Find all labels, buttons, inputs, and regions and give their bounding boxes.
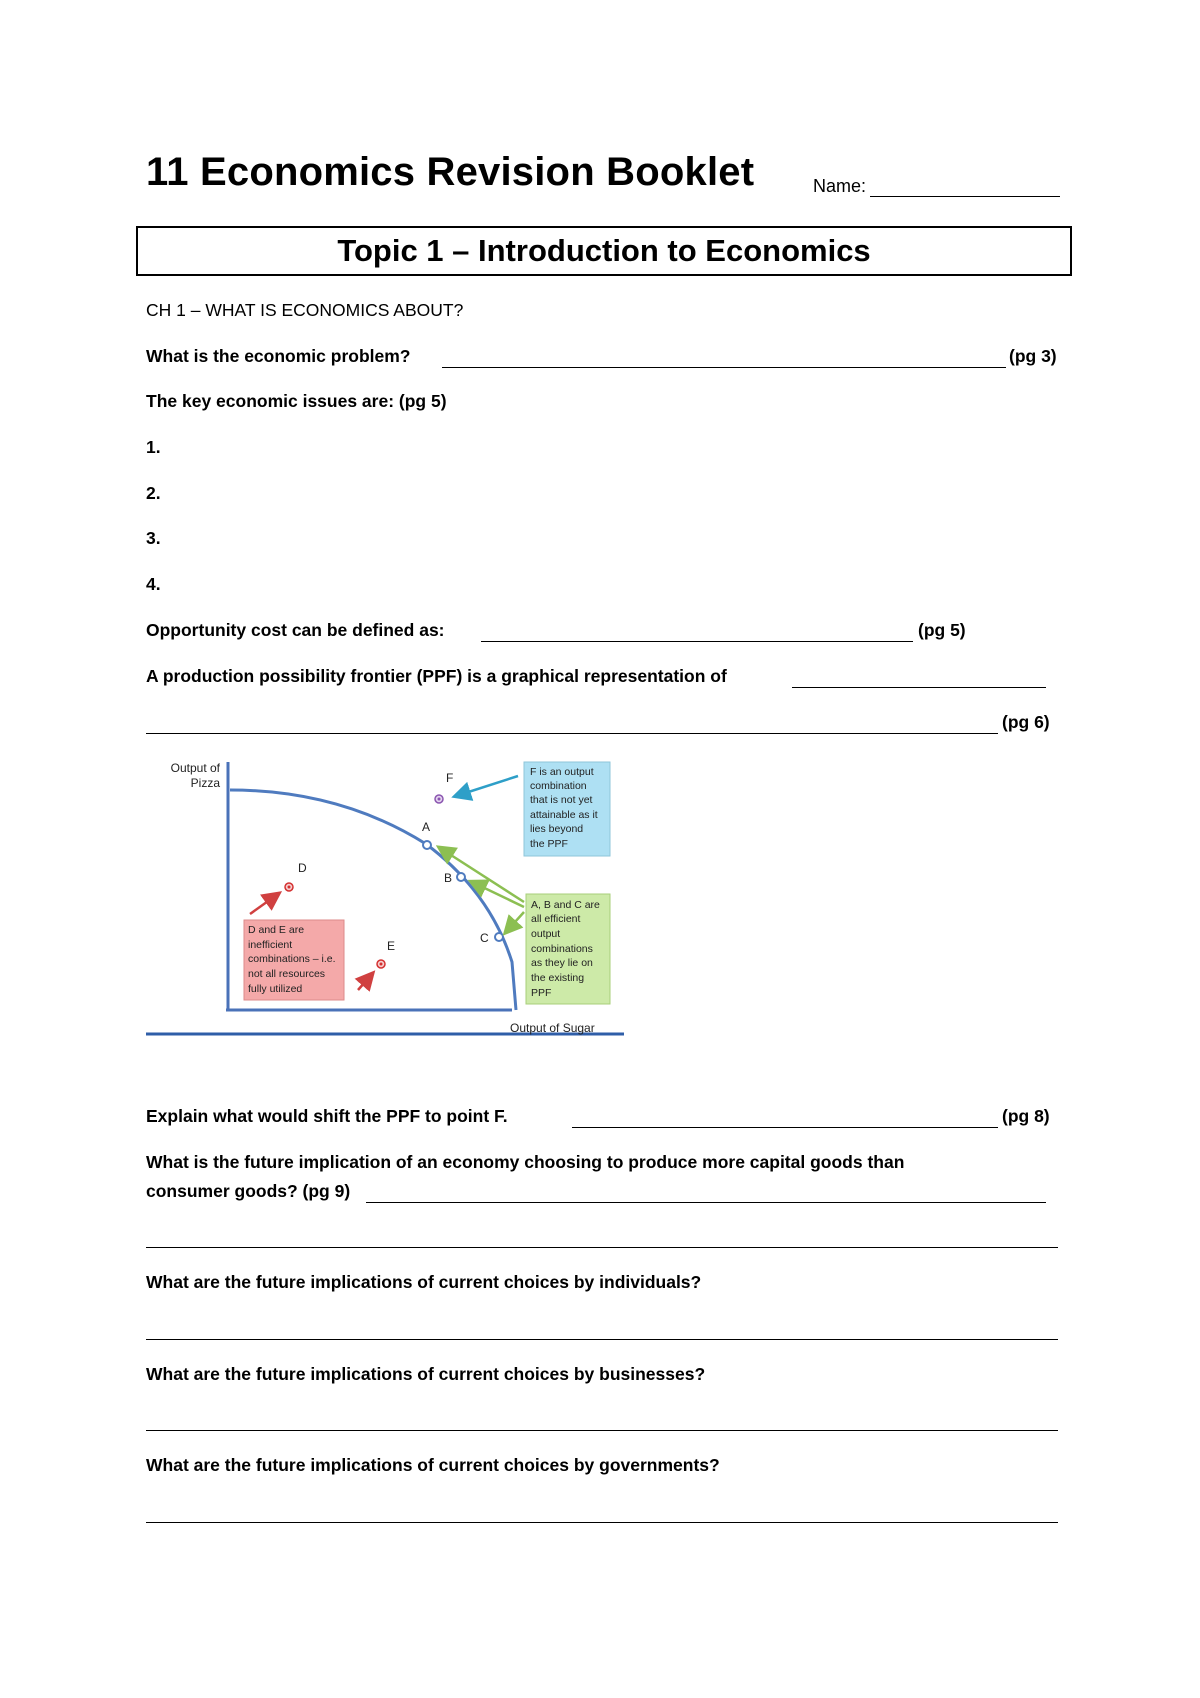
svg-text:PPF: PPF: [531, 987, 552, 999]
svg-text:as they lie on: as they lie on: [531, 957, 593, 969]
answer-line-capital-goods-2[interactable]: [146, 1247, 1058, 1248]
arrow-note-c: [506, 912, 524, 932]
svg-text:output: output: [531, 928, 561, 940]
question-capital-goods-cont: consumer goods? (pg 9): [146, 1181, 351, 1201]
point-f-center: [438, 798, 441, 801]
question-shift-ppf: Explain what would shift the PPF to point F.: [146, 1106, 508, 1126]
svg-text:combinations: combinations: [531, 943, 593, 955]
ppf-diagram: [140, 752, 640, 1048]
name-field-line[interactable]: [870, 196, 1060, 197]
answer-line-opportunity-cost[interactable]: [481, 641, 913, 642]
point-label-b: B: [444, 871, 453, 885]
y-axis-label: Output of: [170, 761, 220, 775]
page-ref: (pg 3): [1009, 346, 1057, 366]
answer-line-ppf-2[interactable]: [146, 733, 998, 734]
svg-text:inefficient: inefficient: [248, 939, 293, 951]
y-axis-label: Pizza: [190, 776, 220, 790]
question-economic-problem: What is the economic problem?: [146, 346, 411, 366]
svg-text:combination: combination: [530, 780, 587, 792]
list-item-2: 2.: [146, 483, 161, 503]
page-ref: (pg 8): [1002, 1106, 1050, 1126]
topic-heading-box: [136, 226, 1072, 276]
arrow-note-d: [250, 894, 278, 914]
svg-text:attainable as it: attainable as it: [530, 809, 598, 821]
svg-text:the existing: the existing: [531, 972, 585, 984]
point-b: [457, 873, 465, 881]
topic-title: Topic 1 – Introduction to Economics: [337, 233, 871, 268]
arrow-note-a: [440, 848, 524, 902]
point-c: [495, 933, 503, 941]
point-label-c: C: [480, 931, 489, 945]
arrow-note-e: [358, 974, 372, 990]
question-opportunity-cost: Opportunity cost can be defined as:: [146, 620, 445, 640]
svg-text:fully utilized: fully utilized: [248, 983, 303, 995]
svg-text:all efficient: all efficient: [531, 913, 581, 925]
answer-line-individuals[interactable]: [146, 1339, 1058, 1340]
point-d-center: [288, 886, 291, 889]
svg-text:the PPF: the PPF: [530, 838, 568, 850]
list-item-4: 4.: [146, 574, 161, 594]
svg-text:lies beyond: lies beyond: [530, 823, 584, 835]
question-individuals: What are the future implications of current choices by individuals?: [146, 1272, 702, 1292]
svg-text:F is an output: F is an output: [530, 766, 594, 778]
point-label-d: D: [298, 861, 307, 875]
name-label: Name:: [813, 176, 867, 196]
answer-line-businesses[interactable]: [146, 1430, 1058, 1431]
question-businesses: What are the future implications of current choices by businesses?: [146, 1364, 706, 1384]
x-axis-label: Output of Sugar: [510, 1021, 595, 1035]
point-a: [423, 841, 431, 849]
svg-text:D and E are: D and E are: [248, 924, 305, 936]
question-capital-goods: What is the future implication of an economy choosing to produce more capital goods than: [146, 1152, 905, 1172]
arrow-note-f: [456, 776, 518, 796]
point-label-a: A: [422, 820, 431, 834]
svg-text:not all resources: not all resources: [248, 968, 326, 980]
question-ppf: A production possibility frontier (PPF) is a graphical representation of: [146, 666, 727, 686]
svg-text:that is not yet: that is not yet: [530, 794, 593, 806]
answer-line-capital-goods-1[interactable]: [366, 1202, 1046, 1203]
svg-text:A, B and C are: A, B and C are: [531, 899, 600, 911]
page-ref: (pg 5): [918, 620, 966, 640]
chapter-heading: CH 1 – WHAT IS ECONOMICS ABOUT?: [146, 300, 464, 320]
answer-line-shift-ppf[interactable]: [572, 1127, 998, 1128]
key-issues-heading: The key economic issues are: (pg 5): [146, 391, 447, 411]
svg-text:combinations – i.e.: combinations – i.e.: [248, 953, 336, 965]
point-e-center: [380, 963, 383, 966]
answer-line-governments[interactable]: [146, 1522, 1058, 1523]
question-governments: What are the future implications of current choices by governments?: [146, 1455, 720, 1475]
booklet-title: 11 Economics Revision Booklet: [146, 150, 755, 194]
page-ref: (pg 6): [1002, 712, 1050, 732]
answer-line-ppf-1[interactable]: [792, 687, 1046, 688]
point-label-f: F: [446, 771, 454, 785]
point-label-e: E: [387, 939, 396, 953]
list-item-1: 1.: [146, 437, 161, 457]
list-item-3: 3.: [146, 528, 161, 548]
answer-line-economic-problem[interactable]: [442, 367, 1006, 368]
